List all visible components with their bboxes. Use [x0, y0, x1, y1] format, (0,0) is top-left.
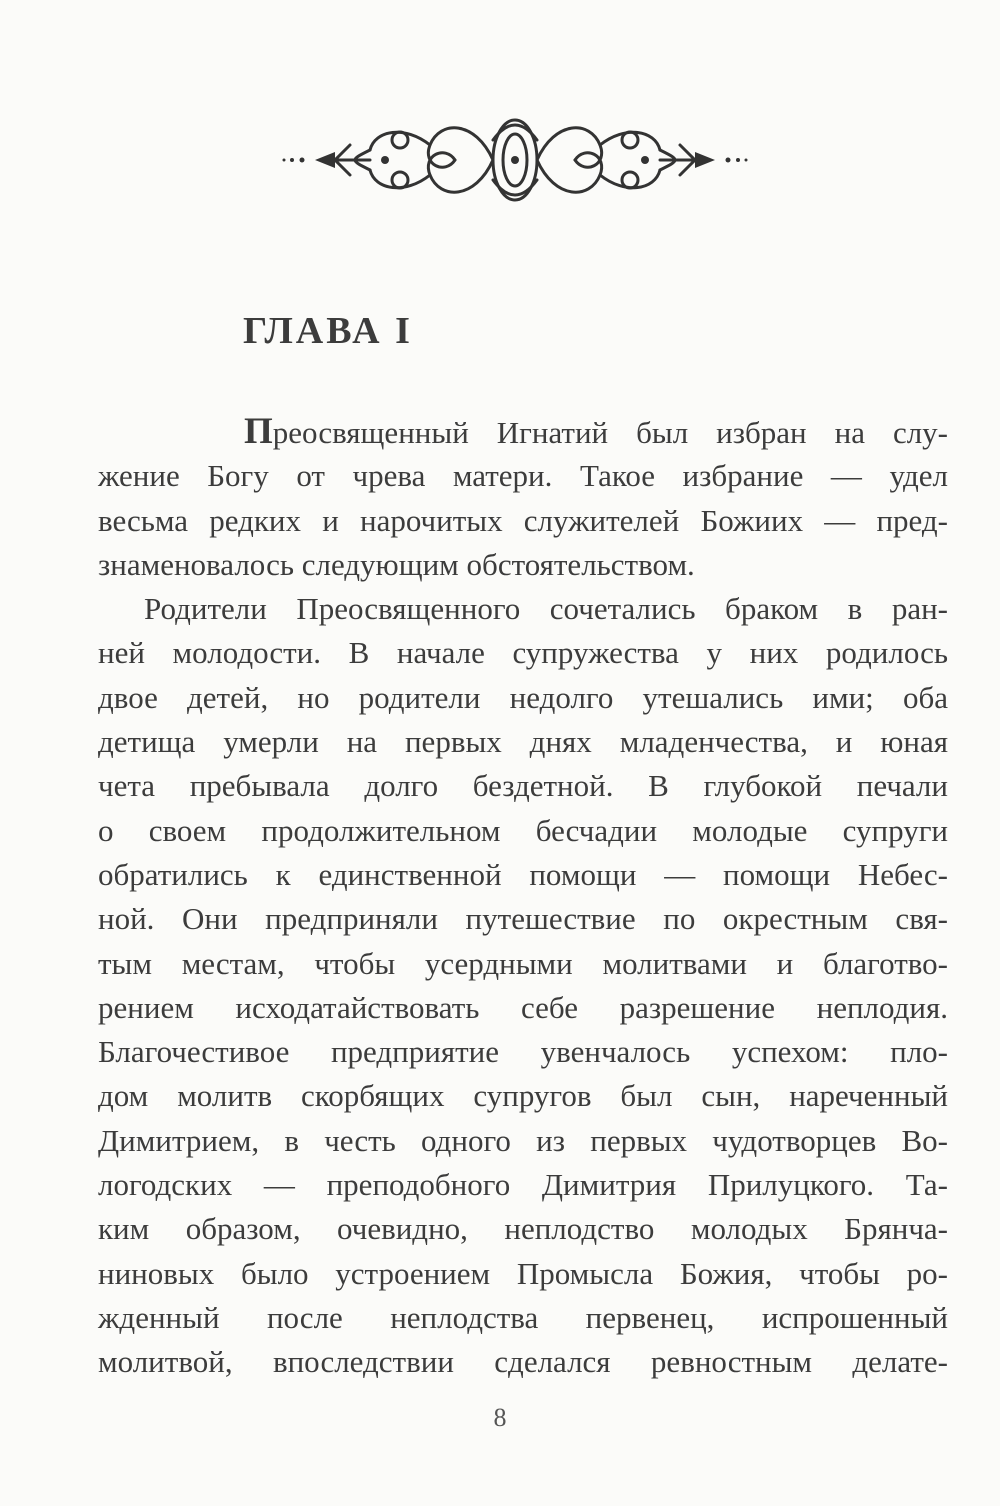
text-line: Благочестивое предприятие увенчалось успехом: пло-	[98, 1034, 948, 1070]
text-line: логодских — преподобного Димитрия Прилуцкого. Та-	[98, 1167, 948, 1203]
text-line: рением исходатайствовать себе разрешение неплодия.	[98, 989, 948, 1025]
paragraph-1	[98, 410, 948, 587]
text-line: тым местам, чтобы усердными молитвами и благотво-	[98, 945, 948, 981]
chapter-title: ГЛАВА I	[243, 310, 413, 352]
paragraph-2	[98, 587, 948, 1384]
text-line: Родители Преосвященного сочетались браком в ран-	[144, 591, 948, 627]
text-line: обратились к единственной помощи — помощи Небес-	[98, 856, 948, 892]
decorative-ornament	[280, 100, 750, 220]
text-line: Преосвященный Игнатий был избран на слу-	[244, 411, 948, 452]
drop-cap: П	[244, 411, 273, 452]
text-line: ким образом, очевидно, неплодство молодых Брянча-	[98, 1211, 948, 1247]
text-line: Димитрием, в честь одного из первых чудотворцев Во-	[98, 1122, 948, 1158]
text-line: жденный после неплодства первенец, испрошенный	[98, 1299, 948, 1335]
text-line: дом молитв скорбящих супругов был сын, нареченный	[98, 1078, 948, 1114]
text-line: детища умерли на первых днях младенчества, и юная	[98, 724, 948, 760]
text-line: ниновых было устроением Промысла Божия, чтобы ро-	[98, 1255, 948, 1291]
text-line: двое детей, но родители недолго утешались ими; оба	[98, 679, 948, 715]
text-line: знаменовалось следующим обстоятельством.	[98, 546, 695, 582]
text-line: о своем продолжительном бесчадии молодые супруги	[98, 812, 948, 848]
text-line: молитвой, впоследствии сделался ревностным делате-	[98, 1344, 948, 1380]
body-text	[98, 410, 948, 1385]
text-line: ней молодости. В начале супружества у них родилось	[98, 635, 948, 671]
page-number: 8	[493, 1403, 507, 1432]
text-line: чета пребывала долго бездетной. В глубокой печали	[98, 768, 948, 804]
text-line: жение Богу от чрева матери. Такое избрание — удел	[98, 458, 948, 494]
text-line: весьма редких и нарочитых служителей Божиих — пред-	[98, 502, 948, 538]
text-line: ной. Они предприняли путешествие по окрестным свя-	[98, 901, 948, 937]
